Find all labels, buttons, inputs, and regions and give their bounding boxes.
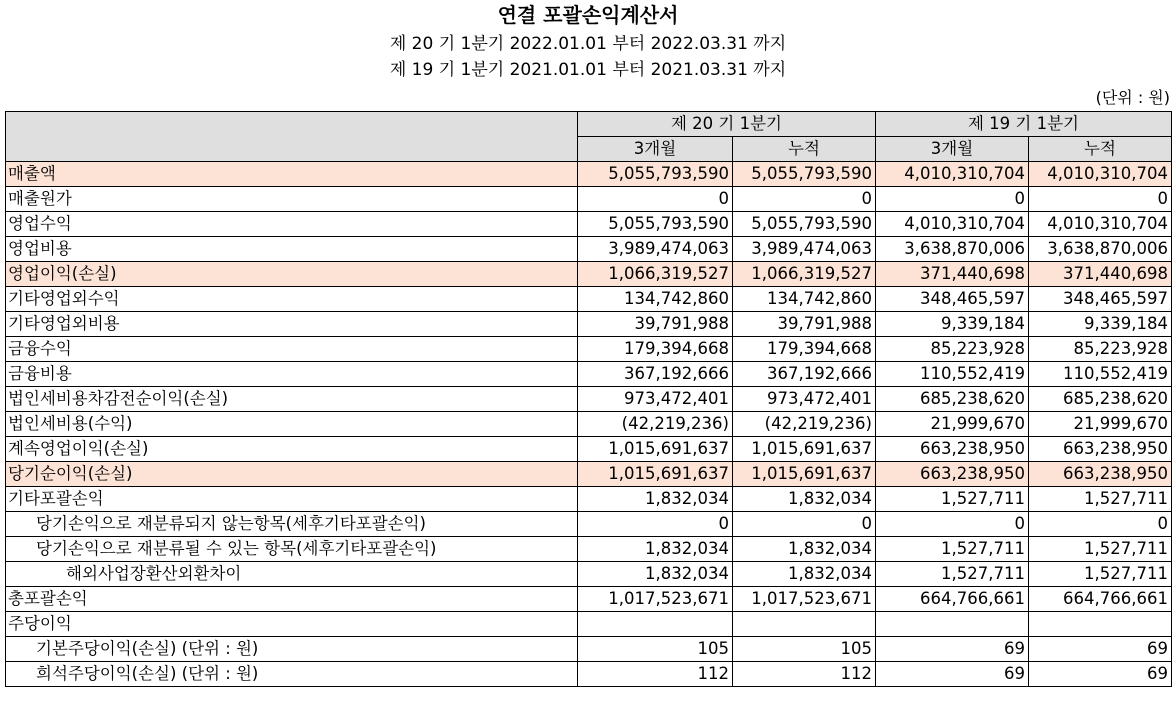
- value-cell: 348,465,597: [1029, 287, 1172, 312]
- value-cell: 1,527,711: [876, 562, 1029, 587]
- table-row: [6, 312, 1172, 337]
- value-cell: 134,742,860: [733, 287, 876, 312]
- value-cell: 110,552,419: [1029, 362, 1172, 387]
- table-row: [6, 562, 1172, 587]
- table-row: [6, 412, 1172, 437]
- value-cell: [876, 612, 1029, 637]
- value-cell: 112: [733, 662, 876, 687]
- row-label: 주당이익: [6, 612, 578, 637]
- table-row: [6, 287, 1172, 312]
- value-cell: 4,010,310,704: [876, 162, 1029, 187]
- value-cell: 367,192,666: [578, 362, 733, 387]
- value-cell: 3,638,870,006: [1029, 237, 1172, 262]
- value-cell: 21,999,670: [876, 412, 1029, 437]
- value-cell: 1,015,691,637: [733, 437, 876, 462]
- header-blank-cell: [6, 112, 578, 162]
- value-cell: 39,791,988: [578, 312, 733, 337]
- header-current-3m: 3개월: [578, 137, 733, 162]
- value-cell: 9,339,184: [1029, 312, 1172, 337]
- value-cell: 4,010,310,704: [1029, 162, 1172, 187]
- row-label: 기타포괄손익: [6, 487, 578, 512]
- value-cell: 0: [876, 512, 1029, 537]
- period-current: 제 20 기 1분기 2022.01.01 부터 2022.03.31 까지: [389, 34, 787, 54]
- value-cell: 973,472,401: [578, 387, 733, 412]
- value-cell: 1,832,034: [733, 562, 876, 587]
- value-cell: 1,017,523,671: [578, 587, 733, 612]
- value-cell: 371,440,698: [876, 262, 1029, 287]
- value-cell: 110,552,419: [876, 362, 1029, 387]
- value-cell: 1,832,034: [733, 487, 876, 512]
- value-cell: 663,238,950: [1029, 462, 1172, 487]
- table-row: [6, 387, 1172, 412]
- table-row: [6, 587, 1172, 612]
- row-label: 영업이익(손실): [6, 262, 578, 287]
- period-prior: 제 19 기 1분기 2021.01.01 부터 2021.03.31 까지: [389, 60, 787, 80]
- value-cell: 39,791,988: [733, 312, 876, 337]
- value-cell: (42,219,236): [733, 412, 876, 437]
- row-label: 기타영업외수익: [6, 287, 578, 312]
- table-row: [6, 512, 1172, 537]
- value-cell: 1,527,711: [1029, 562, 1172, 587]
- income-statement-table: [5, 111, 1172, 687]
- value-cell: 1,527,711: [876, 537, 1029, 562]
- value-cell: 664,766,661: [1029, 587, 1172, 612]
- value-cell: 1,832,034: [578, 487, 733, 512]
- row-label: 영업비용: [6, 237, 578, 262]
- value-cell: 0: [733, 187, 876, 212]
- header-prior-3m: 3개월: [876, 137, 1029, 162]
- value-cell: 1,015,691,637: [578, 437, 733, 462]
- value-cell: 5,055,793,590: [578, 162, 733, 187]
- value-cell: 1,527,711: [1029, 537, 1172, 562]
- table-row: [6, 487, 1172, 512]
- row-label: 매출액: [6, 162, 578, 187]
- table-row: [6, 162, 1172, 187]
- row-label: 당기손익으로 재분류될 수 있는 항목(세후기타포괄손익): [6, 537, 578, 562]
- value-cell: 0: [1029, 187, 1172, 212]
- table-row: [6, 212, 1172, 237]
- value-cell: 1,066,319,527: [733, 262, 876, 287]
- value-cell: 4,010,310,704: [876, 212, 1029, 237]
- value-cell: 1,832,034: [578, 562, 733, 587]
- row-label: 기타영업외비용: [6, 312, 578, 337]
- value-cell: 69: [1029, 637, 1172, 662]
- value-cell: 1,832,034: [578, 537, 733, 562]
- value-cell: 105: [578, 637, 733, 662]
- row-label: 매출원가: [6, 187, 578, 212]
- value-cell: 0: [876, 187, 1029, 212]
- value-cell: 179,394,668: [733, 337, 876, 362]
- value-cell: 3,638,870,006: [876, 237, 1029, 262]
- value-cell: [733, 612, 876, 637]
- row-label: 해외사업장환산외환차이: [6, 562, 578, 587]
- unit-note: (단위 : 원): [1095, 88, 1170, 107]
- value-cell: 4,010,310,704: [1029, 212, 1172, 237]
- header-current-cum: 누적: [733, 137, 876, 162]
- value-cell: 105: [733, 637, 876, 662]
- table-row: [6, 437, 1172, 462]
- table-row: [6, 537, 1172, 562]
- value-cell: 1,832,034: [733, 537, 876, 562]
- value-cell: 69: [1029, 662, 1172, 687]
- value-cell: 5,055,793,590: [733, 212, 876, 237]
- value-cell: 663,238,950: [876, 462, 1029, 487]
- table-row: [6, 262, 1172, 287]
- table-row: [6, 462, 1172, 487]
- value-cell: 367,192,666: [733, 362, 876, 387]
- value-cell: 85,223,928: [1029, 337, 1172, 362]
- value-cell: 1,015,691,637: [733, 462, 876, 487]
- table-row: [6, 612, 1172, 637]
- value-cell: 371,440,698: [1029, 262, 1172, 287]
- value-cell: 69: [876, 637, 1029, 662]
- value-cell: 69: [876, 662, 1029, 687]
- value-cell: 1,017,523,671: [733, 587, 876, 612]
- row-label: 총포괄손익: [6, 587, 578, 612]
- row-label: 금융비용: [6, 362, 578, 387]
- value-cell: 0: [578, 187, 733, 212]
- value-cell: 664,766,661: [876, 587, 1029, 612]
- value-cell: 0: [733, 512, 876, 537]
- value-cell: 5,055,793,590: [733, 162, 876, 187]
- value-cell: 134,742,860: [578, 287, 733, 312]
- value-cell: 1,527,711: [876, 487, 1029, 512]
- value-cell: 0: [1029, 512, 1172, 537]
- value-cell: 1,066,319,527: [578, 262, 733, 287]
- row-label: 영업수익: [6, 212, 578, 237]
- header-prior-cum: 누적: [1029, 137, 1172, 162]
- table-row: [6, 237, 1172, 262]
- value-cell: [1029, 612, 1172, 637]
- value-cell: 5,055,793,590: [578, 212, 733, 237]
- value-cell: 348,465,597: [876, 287, 1029, 312]
- value-cell: 663,238,950: [876, 437, 1029, 462]
- table-row: [6, 362, 1172, 387]
- table-row: [6, 662, 1172, 687]
- row-label: 금융수익: [6, 337, 578, 362]
- value-cell: 9,339,184: [876, 312, 1029, 337]
- row-label: 당기손익으로 재분류되지 않는항목(세후기타포괄손익): [6, 512, 578, 537]
- header-group-prior: 제 19 기 1분기: [876, 112, 1172, 137]
- row-label: 법인세비용차감전순이익(손실): [6, 387, 578, 412]
- value-cell: 21,999,670: [1029, 412, 1172, 437]
- value-cell: 3,989,474,063: [578, 237, 733, 262]
- table-row: [6, 637, 1172, 662]
- row-label: 기본주당이익(손실) (단위 : 원): [6, 637, 578, 662]
- header-group-current: 제 20 기 1분기: [578, 112, 876, 137]
- value-cell: 85,223,928: [876, 337, 1029, 362]
- value-cell: (42,219,236): [578, 412, 733, 437]
- value-cell: 112: [578, 662, 733, 687]
- value-cell: 1,527,711: [1029, 487, 1172, 512]
- row-label: 계속영업이익(손실): [6, 437, 578, 462]
- statement-title: 연결 포괄손익계산서: [497, 3, 679, 27]
- value-cell: [578, 612, 733, 637]
- value-cell: 685,238,620: [876, 387, 1029, 412]
- value-cell: 3,989,474,063: [733, 237, 876, 262]
- value-cell: 1,015,691,637: [578, 462, 733, 487]
- value-cell: 0: [578, 512, 733, 537]
- value-cell: 179,394,668: [578, 337, 733, 362]
- header-row-groups: [6, 112, 1172, 137]
- value-cell: 685,238,620: [1029, 387, 1172, 412]
- row-label: 당기순이익(손실): [6, 462, 578, 487]
- value-cell: 663,238,950: [1029, 437, 1172, 462]
- value-cell: 973,472,401: [733, 387, 876, 412]
- table-row: [6, 187, 1172, 212]
- row-label: 법인세비용(수익): [6, 412, 578, 437]
- row-label: 희석주당이익(손실) (단위 : 원): [6, 662, 578, 687]
- table-row: [6, 337, 1172, 362]
